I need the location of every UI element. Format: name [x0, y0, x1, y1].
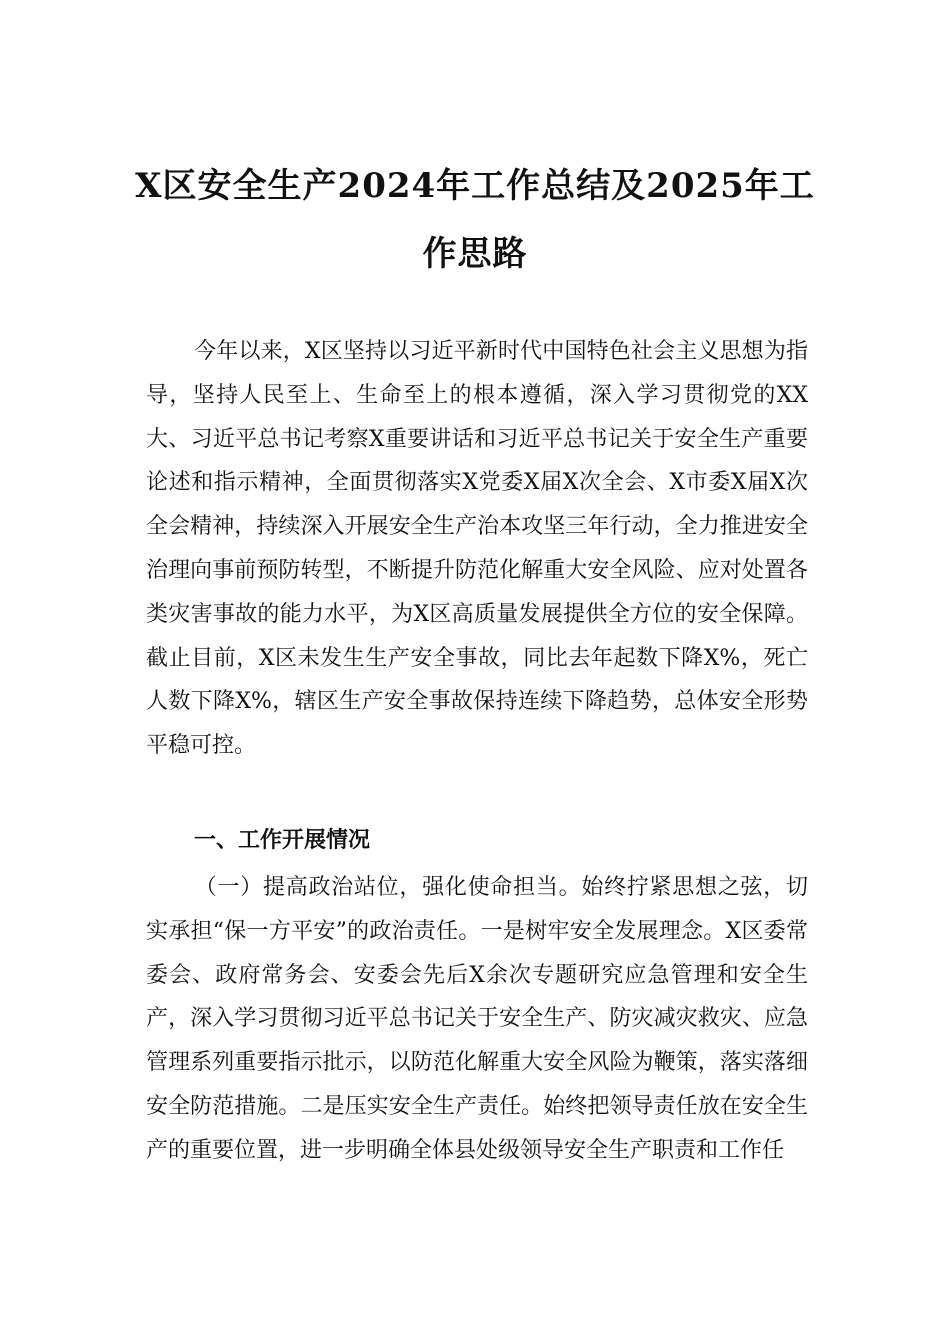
section-heading: 一、工作开展情况	[194, 828, 371, 853]
section-paragraph-text: （一）提高政治站位，强化使命担当。始终拧紧思想之弦，切实承担“保一方平安”的政治责任。一是树牢安全发展理念。X区委常委会、政府常务会、安委会先后X余次专题研究应急管理和安全生产，深入学习贯彻习近平总书记关于安全生产、防灾减灾救灾、应急管理系列重要指示批示，以防范化解重大安全风险为鞭策，落实落细安全防范措施。二是压实安全生产责任。始终把领导责任放在安全生产的重要位置，进一步明确全体县处级领导安全生产职责和工作任	[146, 875, 808, 1163]
intro-paragraph	[146, 330, 808, 768]
document-title-line-1: X区安全生产2024年工作总结及2025年工	[135, 166, 815, 206]
document-title-line-2: 作思路	[422, 234, 528, 274]
section-paragraph	[146, 866, 808, 1173]
intro-paragraph-text: 今年以来，X区坚持以习近平新时代中国特色社会主义思想为指导，坚持人民至上、生命至上的根本遵循，深入学习贯彻党的XX大、习近平总书记考察X重要讲话和习近平总书记关于安全生产重要论述和指示精神，全面贯彻落实X党委X届X次全会、X市委X届X次全会精神，持续深入开展安全生产治本攻坚三年行动，全力推进安全治理向事前预防转型，不断提升防范化解重大安全风险、应对处置各类灾害事故的能力水平，为X区高质量发展提供全方位的安全保障。截止目前，X区未发生生产安全事故，同比去年起数下降X%，死亡人数下降X%，辖区生产安全事故保持连续下降趋势，总体安全形势平稳可控。	[146, 339, 808, 759]
